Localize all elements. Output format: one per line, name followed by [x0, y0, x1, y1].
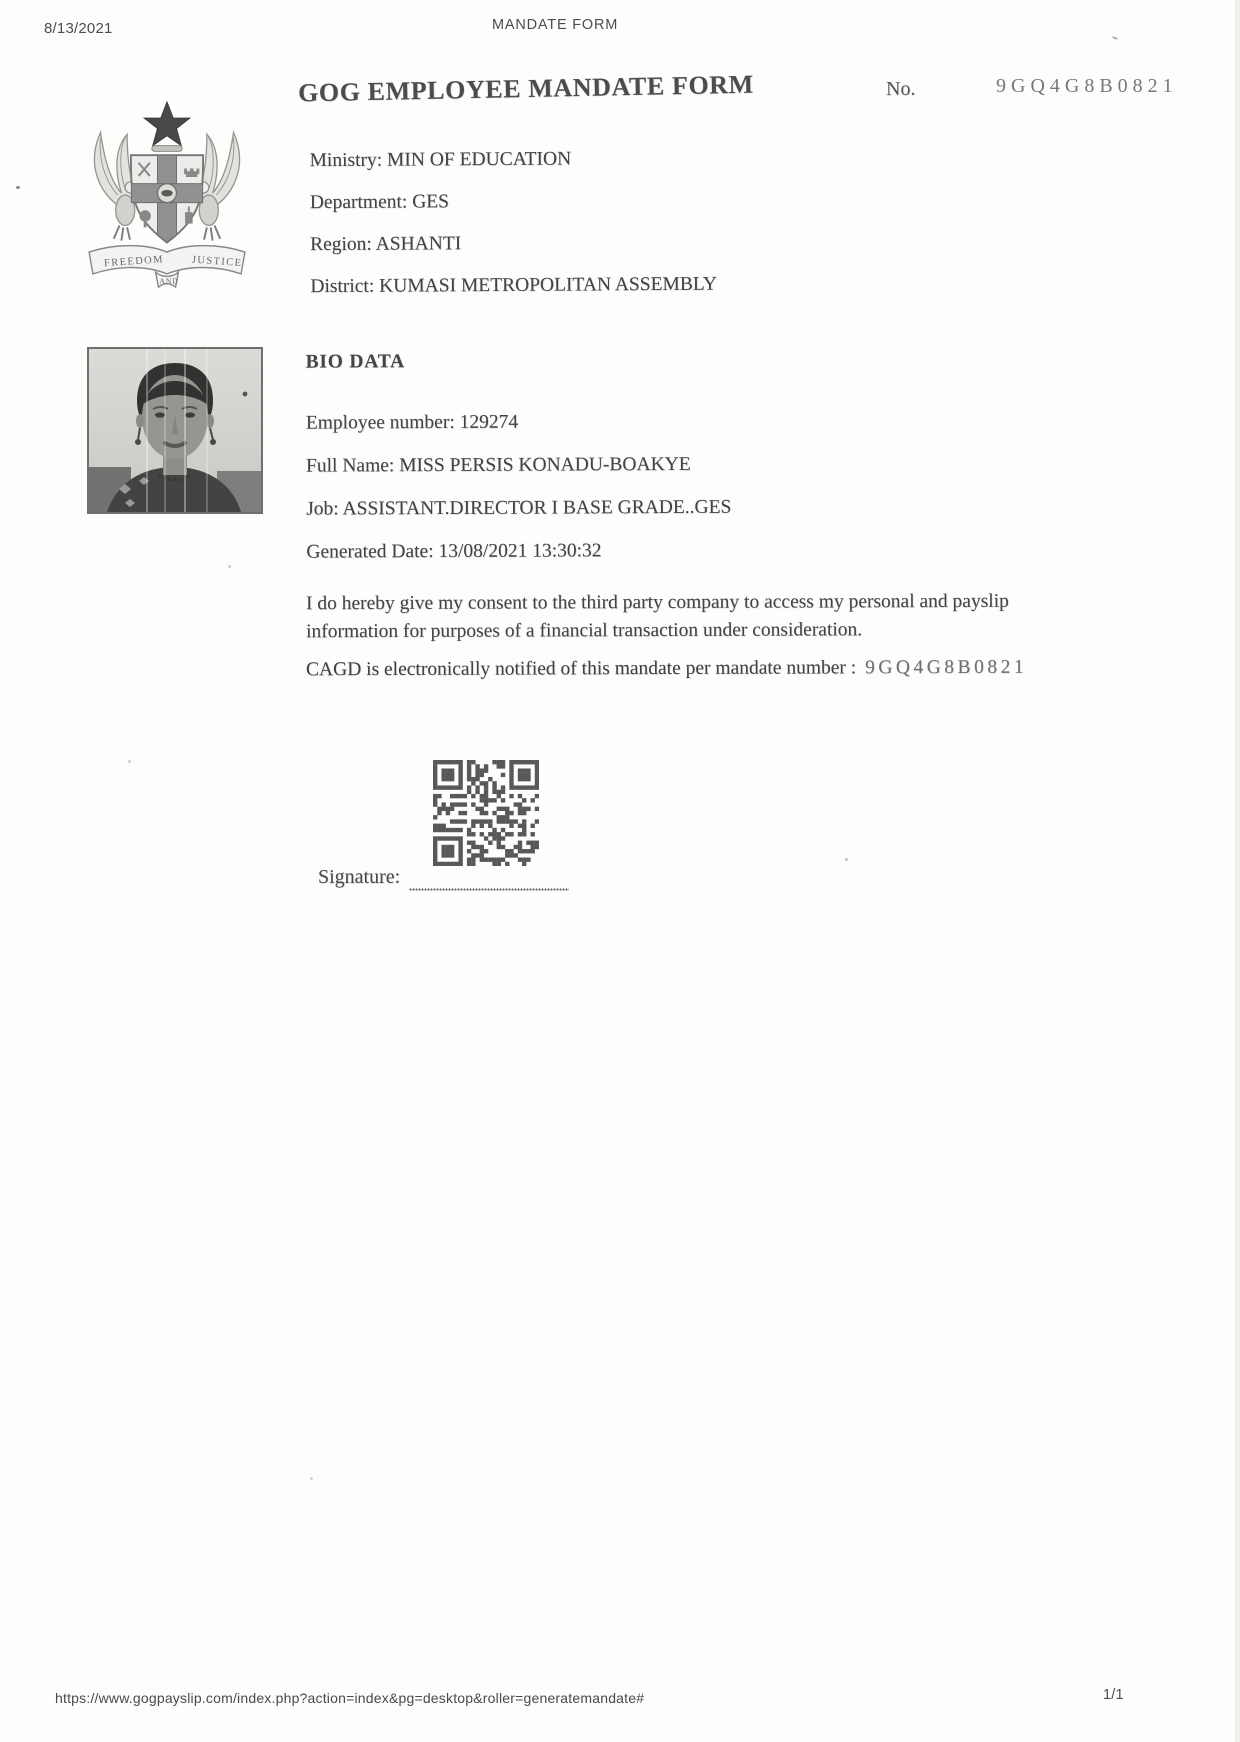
job-value: ASSISTANT.DIRECTOR I BASE GRADE..GES [342, 496, 732, 520]
field-department [310, 188, 1010, 214]
employee-number-value: 129274 [459, 411, 519, 433]
mandate-number: 9GQ4G8B0821 [996, 75, 1178, 97]
field-employee-number [306, 408, 1036, 434]
generated-date-value: 13/08/2021 13:30:32 [438, 540, 602, 563]
organisation-fields [309, 146, 1010, 318]
black-star-icon [144, 102, 190, 146]
cagd-text: CAGD is electronically notified of this mandate per mandate number : [305, 657, 857, 681]
full-name-label: Full Name: [305, 455, 395, 477]
department-label: Department: [309, 191, 408, 214]
employee-photo [87, 347, 263, 514]
consent-statement: I do hereby give my consent to the third party company to access my personal and payslip information for purposes of a financial transaction under consideration. [305, 590, 1009, 643]
scan-speck [1112, 36, 1118, 40]
print-footer-page-indicator: 1/1 [1103, 1687, 1124, 1703]
region-value: ASHANTI [375, 233, 462, 255]
district-label: District: [310, 275, 375, 298]
field-job [306, 494, 1036, 520]
employee-number-label: Employee number: [305, 411, 455, 434]
motto-and: AND [159, 276, 179, 286]
qr-code [433, 760, 539, 866]
department-value: GES [412, 191, 450, 213]
ghana-coat-of-arms-icon [72, 100, 262, 292]
district-value: KUMASI METROPOLITAN ASSEMBLY [379, 273, 717, 297]
scan-speck [228, 565, 231, 568]
bio-data-heading: BIO DATA [305, 351, 405, 373]
scan-speck [310, 1477, 313, 1480]
scan-edge-shadow [1235, 0, 1240, 1742]
region-label: Region: [310, 233, 372, 256]
mandate-number-label: No. [886, 78, 916, 100]
ministry-label: Ministry: [309, 149, 383, 172]
signature-dotted-line [409, 888, 569, 892]
full-name-value: MISS PERSIS KONADU-BOAKYE [399, 453, 691, 477]
scan-speck [845, 858, 848, 861]
print-header-date: 8/13/2021 [44, 20, 113, 37]
employee-photo-graphic [89, 349, 261, 512]
cagd-mandate-number: 9GQ4G8B0821 [865, 656, 1028, 679]
motto-justice: JUSTICE [191, 254, 243, 270]
bio-data-section [305, 348, 1036, 583]
cagd-notification-line [306, 657, 1027, 682]
signature-label: Signature: [318, 866, 401, 888]
field-full-name [306, 451, 1036, 477]
print-footer-url: https://www.gogpayslip.com/index.php?action=index&pg=desktop&roller=generatemandate# [55, 1690, 645, 1706]
scan-speck [128, 760, 131, 763]
job-label: Job: [306, 498, 339, 520]
field-district [310, 272, 1010, 298]
field-region [310, 230, 1010, 256]
generated-date-label: Generated Date: [306, 541, 434, 563]
print-header-title: MANDATE FORM [492, 17, 619, 33]
form-title: GOG EMPLOYEE MANDATE FORM [297, 69, 755, 108]
motto-freedom: FREEDOM [103, 254, 165, 270]
field-ministry [309, 146, 1009, 172]
ministry-value: MIN OF EDUCATION [386, 148, 572, 171]
coat-of-arms-graphic [72, 100, 262, 292]
qr-code-graphic [433, 760, 539, 866]
scan-speck [16, 186, 20, 189]
field-generated-date [306, 537, 1036, 563]
